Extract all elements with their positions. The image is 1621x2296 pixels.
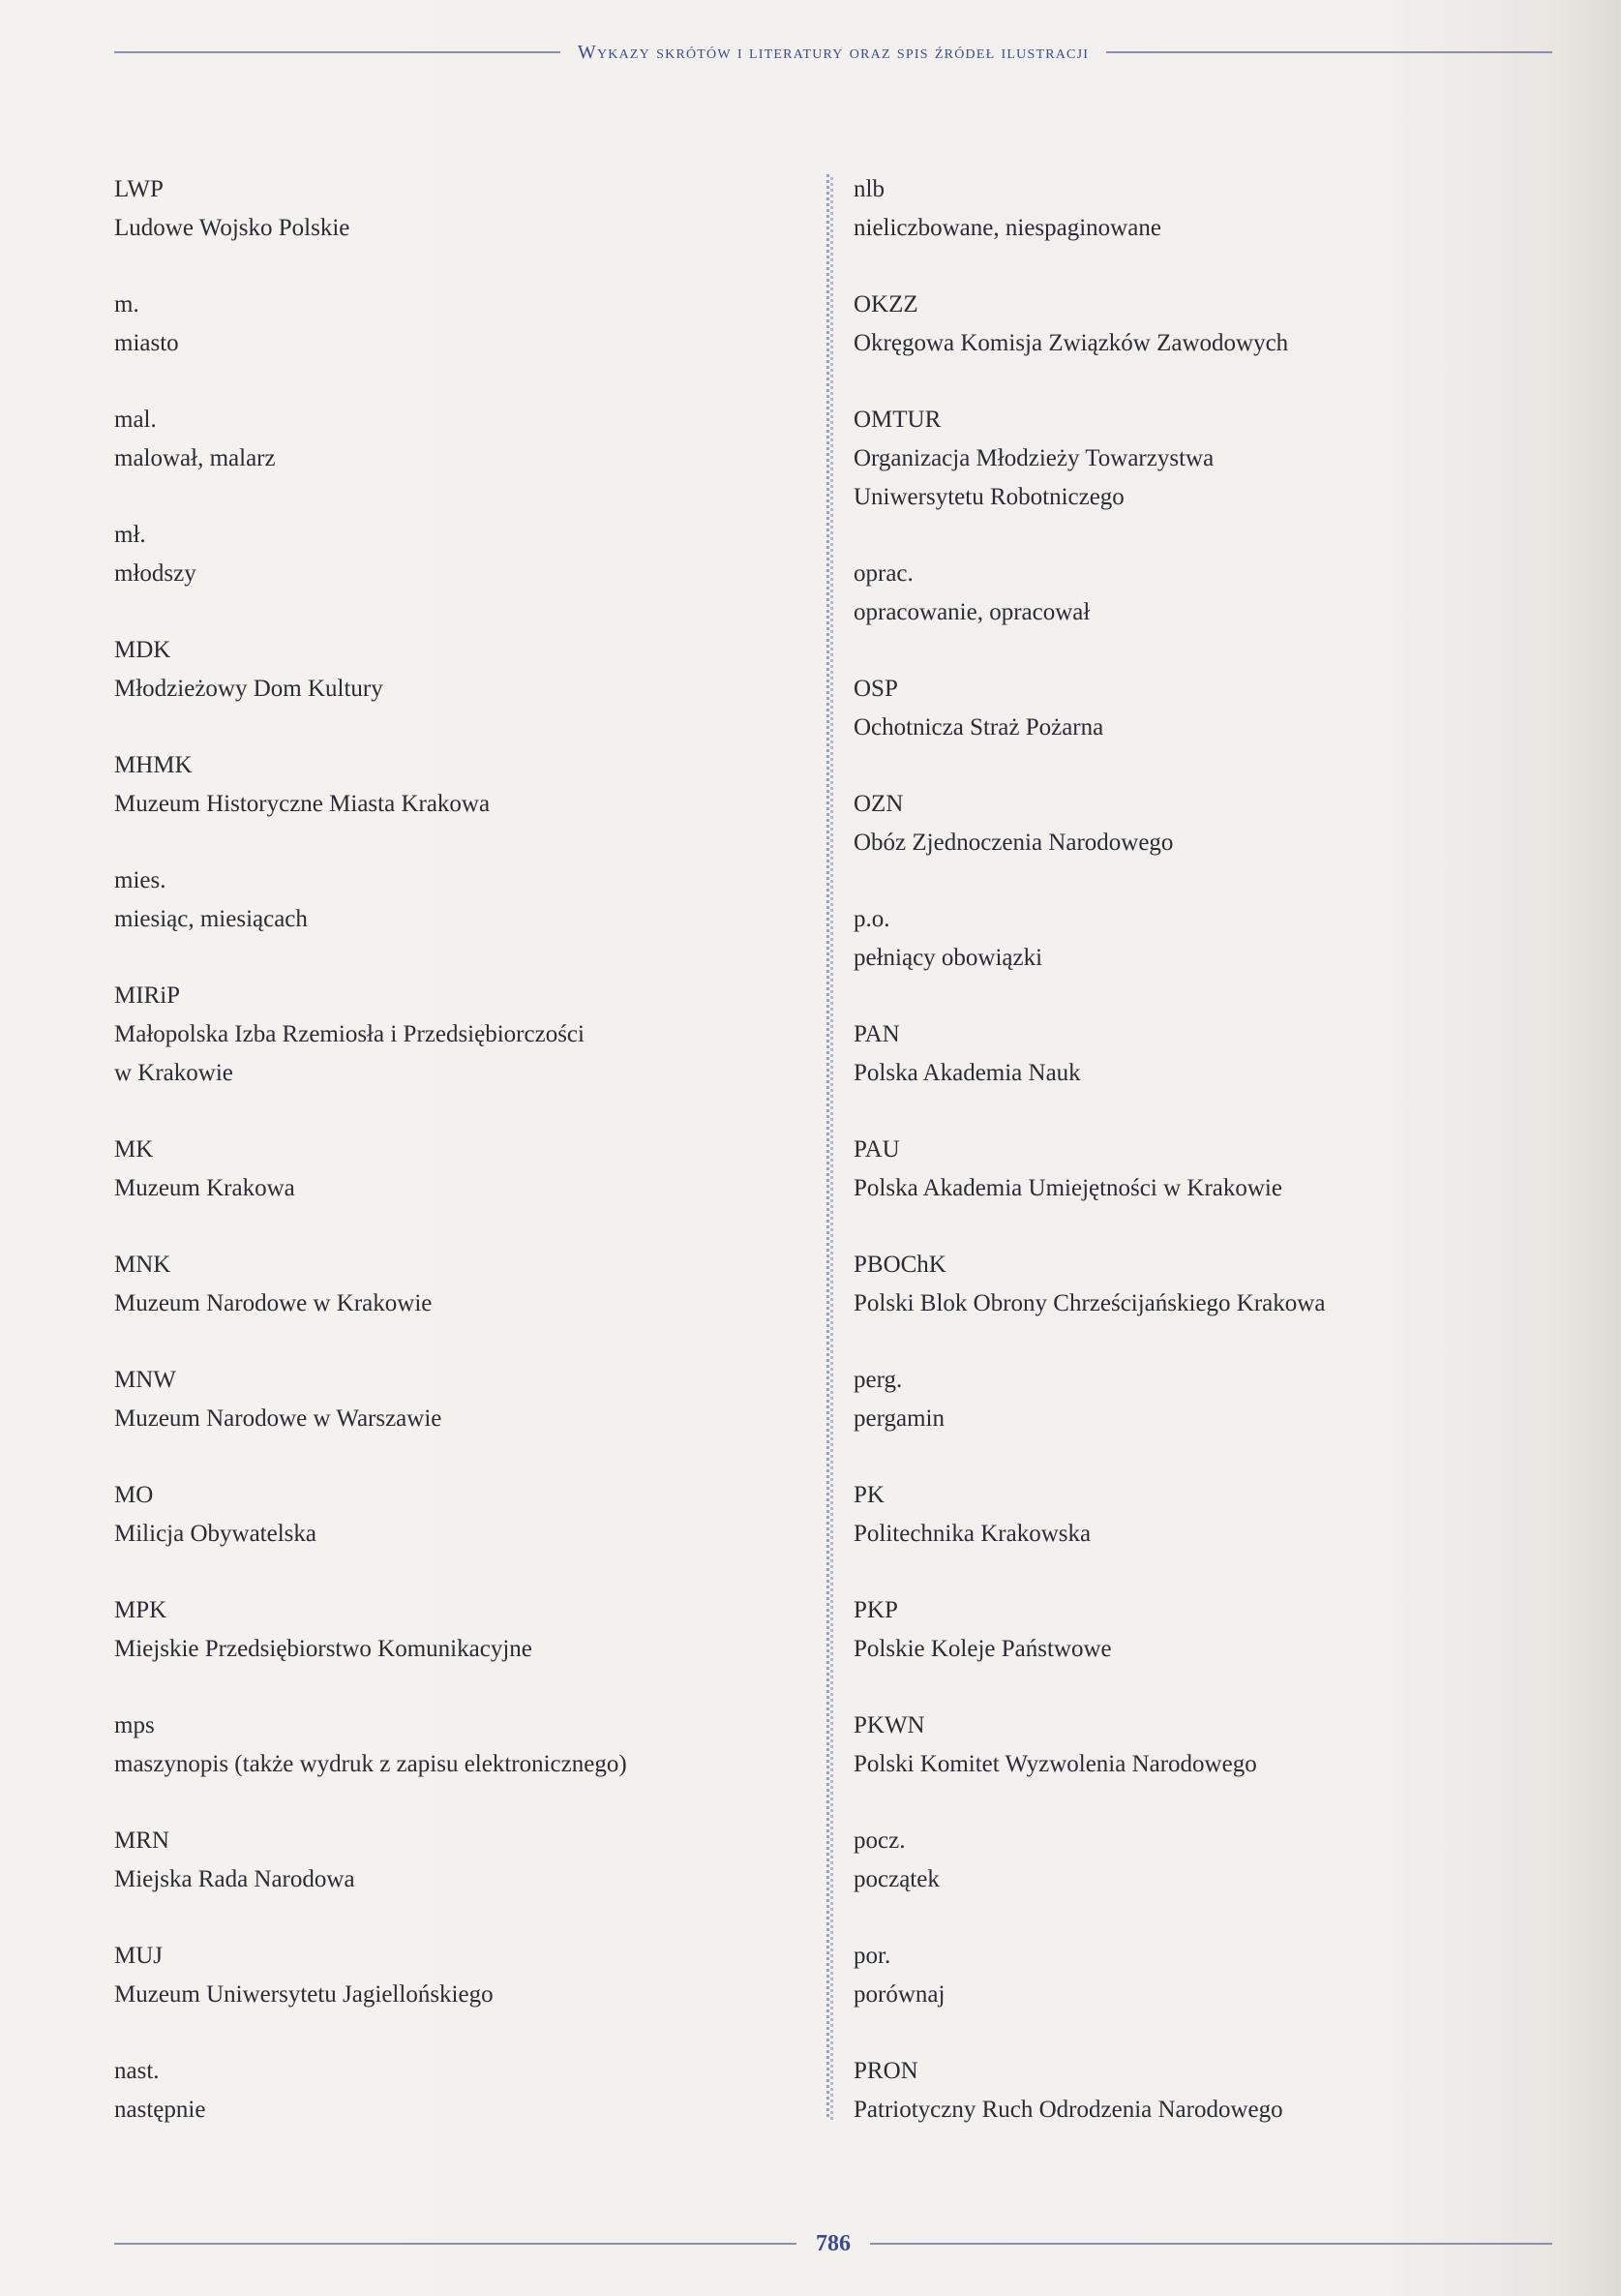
abbreviation-expansion: pergamin (854, 1405, 945, 1432)
abbreviation-entry (114, 286, 792, 401)
abbreviation-expansion: Młodzieżowy Dom Kultury (114, 676, 383, 702)
abbreviation-entry (854, 1707, 1531, 1822)
abbreviation-expansion: Milicja Obywatelska (114, 1521, 316, 1547)
abbreviation-entry (114, 1246, 792, 1361)
abbreviation-entry (854, 900, 1531, 1015)
abbreviation: nast. (114, 2058, 160, 2084)
abbreviation-entry (854, 2052, 1531, 2167)
abbreviation: PBOChK (854, 1252, 946, 1278)
abbreviation-entry (854, 286, 1531, 401)
abbreviation-expansion: Muzeum Krakowa (114, 1175, 295, 1201)
abbreviation: oprac. (854, 560, 914, 587)
abbreviation-expansion: miesiąc, miesiącach (114, 906, 308, 932)
abbreviation-entry (114, 1822, 792, 1937)
left-column (114, 170, 792, 2167)
abbreviation-entry (854, 1015, 1531, 1131)
abbreviation-expansion: Polski Blok Obrony Chrześcijańskiego Krakowa (854, 1290, 1326, 1316)
abbreviation-expansion: Muzeum Historyczne Miasta Krakowa (114, 791, 491, 817)
abbreviation: p.o. (854, 906, 890, 932)
abbreviation-entry (854, 1246, 1531, 1361)
footer-rule-left (114, 2243, 796, 2245)
abbreviation: MHMK (114, 752, 193, 778)
abbreviation: OZN (854, 791, 904, 817)
abbreviation-entry (114, 631, 792, 746)
abbreviation: MUJ (114, 1943, 164, 1969)
abbreviation-expansion: Miejska Rada Narodowa (114, 1866, 355, 1892)
abbreviation: perg. (854, 1367, 903, 1393)
abbreviation-entry (114, 516, 792, 631)
abbreviation-entry (114, 1591, 792, 1707)
abbreviation-entry (114, 1131, 792, 1246)
abbreviation-entry (854, 1822, 1531, 1937)
abbreviation-expansion: Patriotyczny Ruch Odrodzenia Narodowego (854, 2097, 1283, 2123)
abbreviation-entry (114, 170, 792, 286)
abbreviation: MNK (114, 1252, 171, 1278)
abbreviation-entry (854, 670, 1531, 785)
abbreviation: por. (854, 1943, 891, 1969)
abbreviation: OSP (854, 676, 898, 702)
header-rule-left (114, 51, 560, 53)
abbreviation-expansion: Muzeum Narodowe w Warszawie (114, 1405, 442, 1432)
abbreviation-entry (114, 2052, 792, 2167)
abbreviation-entry (854, 401, 1531, 555)
abbreviation: mps (114, 1712, 155, 1738)
footer-rule-right (870, 2243, 1552, 2245)
abbreviation-expansion: Małopolska Izba Rzemiosła i Przedsiębiorczości (114, 1021, 585, 1047)
abbreviation-entry (854, 785, 1531, 900)
page-number: 786 (816, 2230, 851, 2256)
abbreviation: mł. (114, 522, 146, 548)
abbreviation-entry (114, 401, 792, 516)
abbreviation: MO (114, 1482, 154, 1508)
abbreviation-entry (114, 1937, 792, 2052)
abbreviation: MDK (114, 637, 171, 663)
abbreviation-expansion: następnie (114, 2097, 206, 2123)
abbreviation-entry (854, 170, 1531, 286)
abbreviation: mies. (114, 867, 166, 893)
abbreviation-expansion: opracowanie, opracował (854, 599, 1091, 625)
abbreviation: MIRiP (114, 982, 181, 1009)
abbreviation: PK (854, 1482, 885, 1508)
running-header (114, 33, 1552, 72)
abbreviation: pocz. (854, 1828, 906, 1854)
abbreviation-expansion: nieliczbowane, niespaginowane (854, 215, 1161, 241)
abbreviation-expansion: młodszy (114, 560, 196, 587)
abbreviation-entry (854, 555, 1531, 670)
abbreviation-entry (114, 977, 792, 1131)
abbreviation: m. (114, 291, 139, 317)
abbreviation-expansion: Ludowe Wojsko Polskie (114, 215, 350, 241)
abbreviation-entry (854, 1591, 1531, 1707)
abbreviation-expansion: Organizacja Młodzieży Towarzystwa (854, 445, 1215, 471)
abbreviation: LWP (114, 176, 164, 202)
abbreviation: MNW (114, 1367, 176, 1393)
abbreviation: OKZZ (854, 291, 918, 317)
abbreviation-entry (854, 1476, 1531, 1591)
abbreviation-entry (114, 1476, 792, 1591)
abbreviation-entry (114, 1707, 792, 1822)
abbreviation: PAU (854, 1136, 900, 1163)
abbreviation: MK (114, 1136, 154, 1163)
abbreviation-expansion: Polskie Koleje Państwowe (854, 1636, 1112, 1662)
abbreviation-expansion: Ochotnicza Straż Pożarna (854, 714, 1104, 740)
abbreviation-entry (854, 1131, 1531, 1246)
abbreviation-expansion: Obóz Zjednoczenia Narodowego (854, 830, 1174, 856)
right-column (854, 170, 1531, 2167)
abbreviation-expansion: pełniący obowiązki (854, 945, 1043, 971)
abbreviation: PKWN (854, 1712, 925, 1738)
abbreviation: OMTUR (854, 407, 942, 433)
header-title: Wykazy skrótów i literatury oraz spis źródeł ilustracji (577, 41, 1090, 63)
abbreviation: MPK (114, 1597, 167, 1623)
abbreviation-entry (854, 1937, 1531, 2052)
abbreviation-expansion: miasto (114, 330, 179, 356)
page-footer (114, 2224, 1552, 2263)
abbreviation-entry (114, 746, 792, 861)
abbreviation: PAN (854, 1021, 900, 1047)
column-divider (826, 174, 833, 2120)
abbreviation-expansion: Muzeum Uniwersytetu Jagiellońskiego (114, 1981, 494, 2008)
abbreviation: nlb (854, 176, 885, 202)
abbreviation-expansion: porównaj (854, 1981, 946, 2008)
abbreviation-entry (114, 861, 792, 977)
abbreviation-expansion: malował, malarz (114, 445, 276, 471)
abbreviation-expansion: początek (854, 1866, 940, 1892)
header-rule-right (1106, 51, 1552, 53)
abbreviation: PKP (854, 1597, 898, 1623)
abbreviation-expansion: Miejskie Przedsiębiorstwo Komunikacyjne (114, 1636, 532, 1662)
abbreviation-expansion: Politechnika Krakowska (854, 1521, 1092, 1547)
abbreviation-expansion: Okręgowa Komisja Związków Zawodowych (854, 330, 1289, 356)
abbreviation-expansion-continued: w Krakowie (114, 1060, 233, 1086)
abbreviation: PRON (854, 2058, 918, 2084)
abbreviation-expansion-continued: Uniwersytetu Robotniczego (854, 484, 1125, 510)
abbreviation: MRN (114, 1828, 169, 1854)
abbreviation-expansion: Polska Akademia Umiejętności w Krakowie (854, 1175, 1282, 1201)
abbreviation-expansion: Muzeum Narodowe w Krakowie (114, 1290, 433, 1316)
abbreviation-entry (114, 1361, 792, 1476)
abbreviation-expansion: Polski Komitet Wyzwolenia Narodowego (854, 1751, 1257, 1777)
abbreviation-entry (854, 1361, 1531, 1476)
abbreviation: mal. (114, 407, 157, 433)
abbreviation-expansion: maszynopis (także wydruk z zapisu elektronicznego) (114, 1751, 627, 1777)
abbreviation-expansion: Polska Akademia Nauk (854, 1060, 1081, 1086)
